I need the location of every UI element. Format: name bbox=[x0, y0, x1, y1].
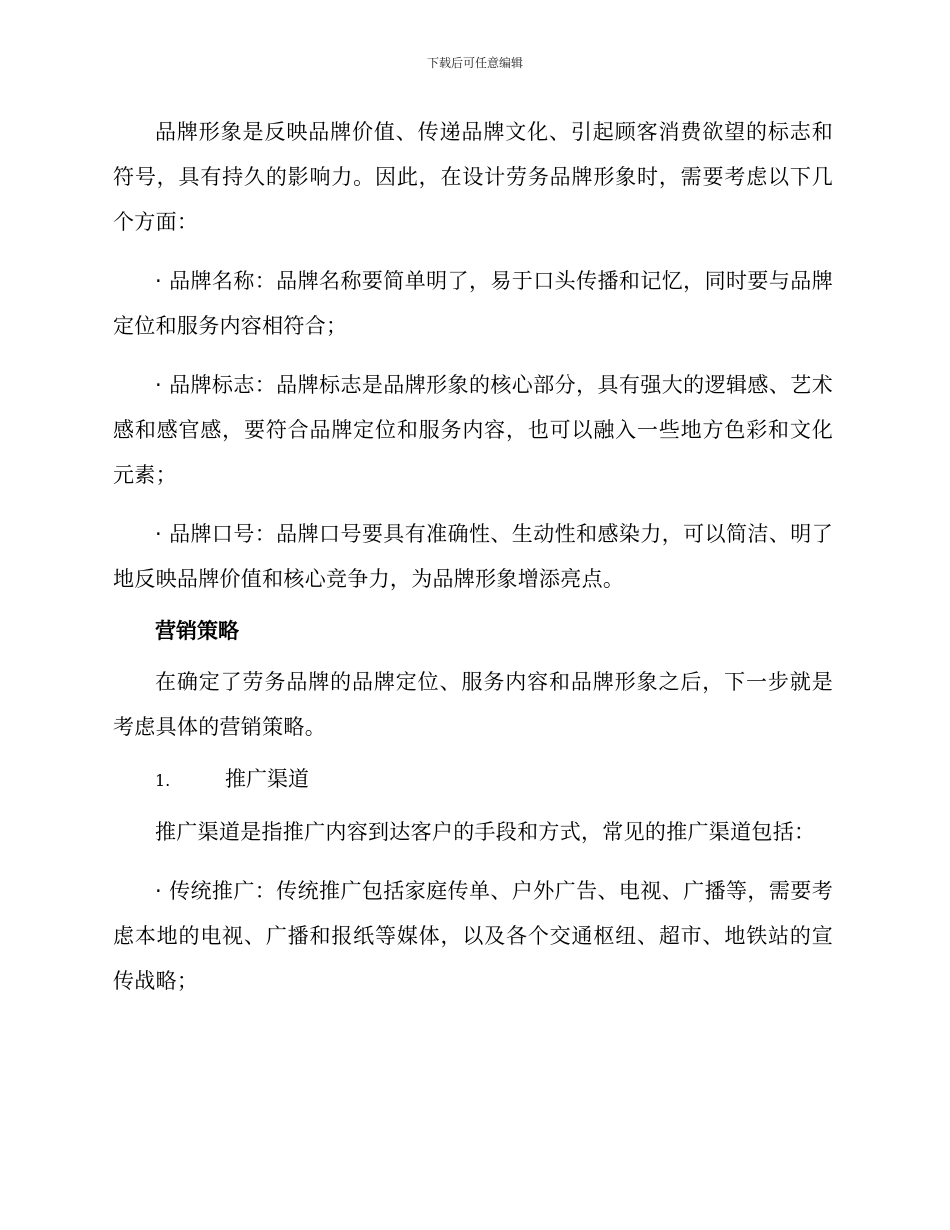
section-heading: 营销策略 bbox=[155, 619, 239, 643]
bullet-traditional-promotion: · 传统推广：传统推广包括家庭传单、户外广告、电视、广播等，需要考虑本地的电视、广播和报纸等媒体，以及各个交通枢纽、超市、地铁站的宣传战略； bbox=[113, 879, 833, 993]
page-header: 下载后可任意编辑 bbox=[426, 56, 523, 70]
paragraph-marketing-intro: 在确定了劳务品牌的品牌定位、服务内容和品牌形象之后，下一步就是考虑具体的营销策略。 bbox=[113, 670, 833, 739]
document-body bbox=[113, 110, 833, 1018]
list-number: 1. bbox=[155, 771, 171, 790]
paragraph-brand-image: 品牌形象是反映品牌价值、传递品牌文化、引起顾客消费欲望的标志和符号，具有持久的影响力。因此，在设计劳务品牌形象时，需要考虑以下几个方面： bbox=[113, 120, 833, 234]
paragraph-channels: 推广渠道是指推广内容到达客户的手段和方式，常见的推广渠道包括： bbox=[155, 820, 816, 844]
bullet-brand-name: · 品牌名称：品牌名称要简单明了，易于口头传播和记忆，同时要与品牌定位和服务内容相符合； bbox=[113, 269, 833, 338]
bullet-brand-slogan: · 品牌口号：品牌口号要具有准确性、生动性和感染力，可以简洁、明了地反映品牌价值和核心竞争力，为品牌形象增添亮点。 bbox=[113, 522, 833, 591]
numbered-list-item bbox=[113, 764, 833, 796]
list-label: 推广渠道 bbox=[225, 767, 309, 791]
bullet-brand-logo: · 品牌标志：品牌标志是品牌形象的核心部分，具有强大的逻辑感、艺术感和感官感，要符合品牌定位和服务内容，也可以融入一些地方色彩和文化元素； bbox=[113, 373, 833, 487]
